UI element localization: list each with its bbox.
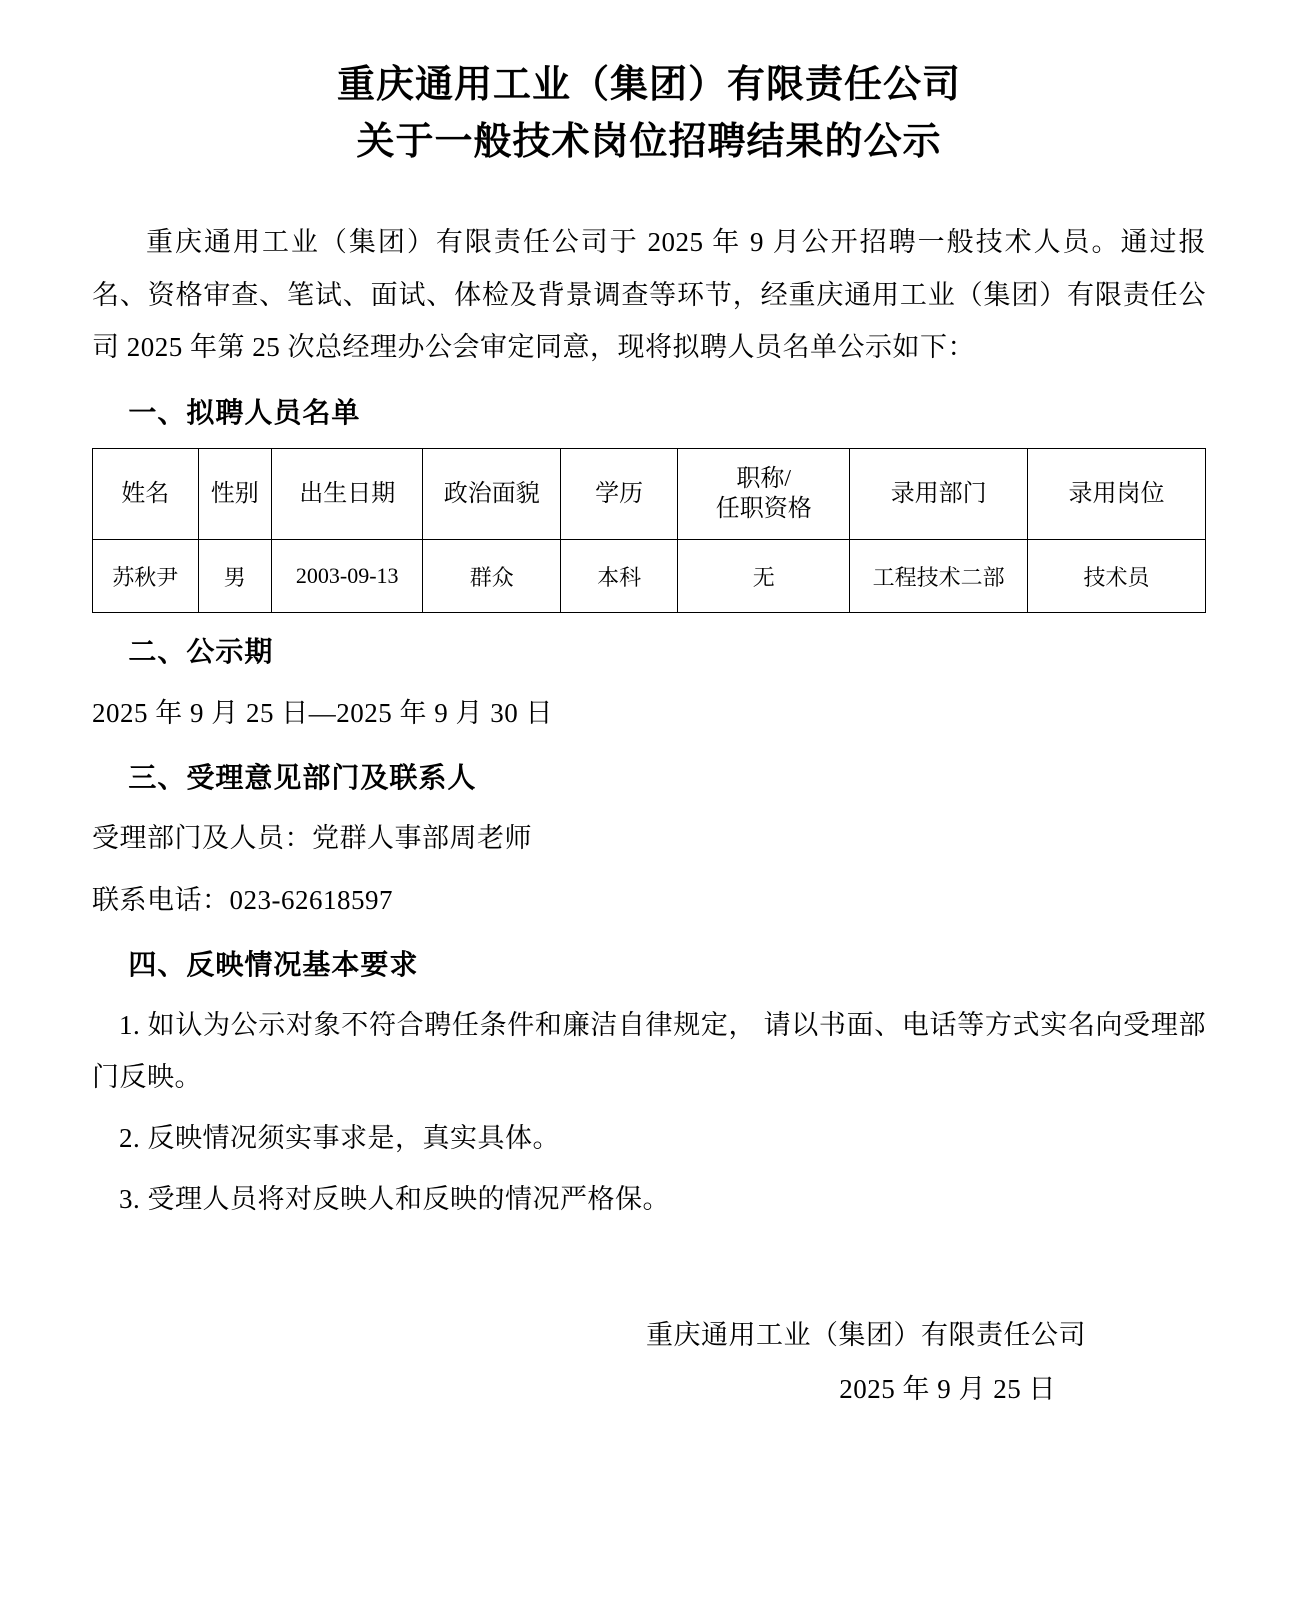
cell-education: 本科 [561, 540, 678, 613]
contact-department-text: 受理部门及人员：党群人事部周老师 [92, 823, 532, 854]
cell-department: 工程技术二部 [850, 540, 1028, 613]
cell-sex: 男 [198, 540, 271, 613]
column-header-sex: 性别 [198, 449, 271, 540]
column-header-title-line1: 职称/ [736, 466, 792, 493]
signature-organization: 重庆通用工业（集团）有限责任公司 [646, 1319, 1086, 1350]
section-heading-roster: 一、拟聘人员名单 [128, 395, 361, 429]
column-header-name: 姓名 [93, 449, 199, 540]
cell-name: 苏秋尹 [93, 540, 199, 613]
column-header-post: 录用岗位 [1028, 449, 1206, 540]
column-header-title-line2: 任职资格 [715, 496, 812, 523]
requirement-item-3: 3. 受理人员将对反映人和反映的情况严格保。 [119, 1184, 670, 1215]
publicity-period-text: 2025 年 9 月 25 日—2025 年 9 月 30 日 [92, 697, 553, 728]
requirement-item-2: 2. 反映情况须实事求是，真实具体。 [119, 1122, 560, 1153]
signature-date: 2025 年 9 月 25 日 [839, 1373, 1056, 1404]
section-heading-period: 二、公示期 [128, 635, 274, 669]
title-line-1: 重庆通用工业（集团）有限责任公司 [336, 62, 961, 106]
column-header-birth: 出生日期 [271, 449, 422, 540]
page-title [92, 56, 1206, 170]
section-heading-requirements: 四、反映情况基本要求 [128, 947, 419, 981]
roster-table-wrapper [92, 448, 1206, 613]
cell-political: 群众 [423, 540, 561, 613]
cell-post: 技术员 [1028, 540, 1206, 613]
column-header-title [678, 449, 850, 540]
roster-table [92, 448, 1206, 613]
requirement-item-1: 1. 如认为公示对象不符合聘任条件和廉洁自律规定， 请以书面、电话等方式实名向受理部门反映。 [92, 1010, 1206, 1092]
cell-birth: 2003-09-13 [271, 540, 422, 613]
cell-title: 无 [678, 540, 850, 613]
signature-block [92, 1308, 1206, 1416]
column-header-education: 学历 [561, 449, 678, 540]
column-header-department: 录用部门 [850, 449, 1028, 540]
title-line-2: 关于一般技术岗位招聘结果的公示 [356, 119, 942, 163]
table-header-row [93, 449, 1206, 540]
table-row [93, 540, 1206, 613]
intro-paragraph: 重庆通用工业（集团）有限责任公司于 2025 年 9 月公开招聘一般技术人员。通过报名、资格审查、笔试、面试、体检及背景调查等环节，经重庆通用工业（集团）有限责任公司 2025 年第 25 次总经理办公会审定同意，现将拟聘人员名单公示如下： [92, 227, 1206, 363]
section-heading-contact: 三、受理意见部门及联系人 [128, 761, 477, 794]
column-header-political: 政治面貌 [423, 449, 561, 540]
contact-phone-text: 联系电话：023-62618597 [92, 884, 393, 915]
